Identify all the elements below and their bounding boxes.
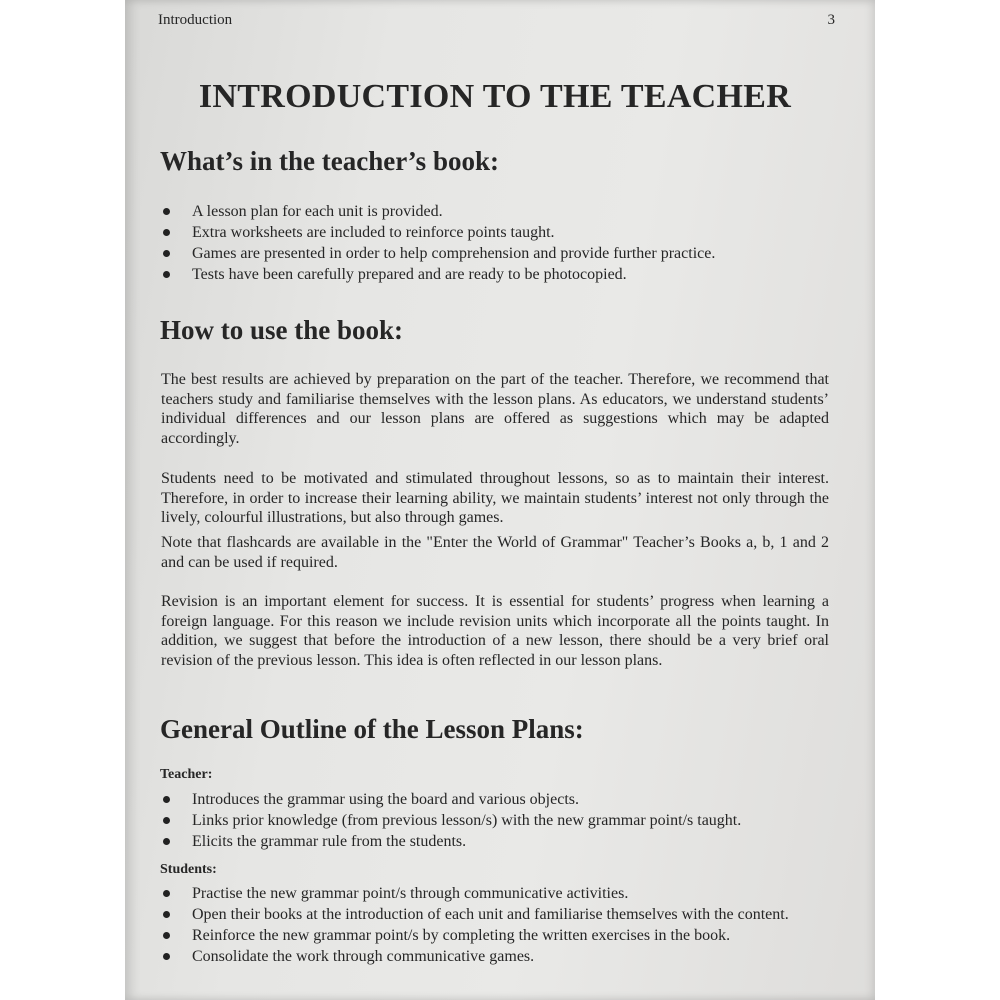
list-item: Elicits the grammar rule from the students. bbox=[160, 831, 840, 852]
whats-in-list bbox=[160, 201, 840, 285]
paragraph-preparation: The best results are achieved by preparation on the part of the teacher. Therefore, we recommend that teachers study and familiarise themselves with the lesson plans. As educators, we understand students’ individual differences and our lesson plans are offered as suggestions which may be adapted accordingly. bbox=[161, 371, 829, 447]
how-to-use-heading: How to use the book: bbox=[160, 315, 404, 345]
list-item: Games are presented in order to help comprehension and provide further practice. bbox=[160, 243, 840, 264]
whats-in-heading: What’s in the teacher’s book: bbox=[160, 146, 499, 176]
paragraph-revision: Revision is an important element for success. It is essential for students’ progress when learning a foreign language. For this reason we include revision units which incorporate all the points taught. In addition, we suggest that before the introduction of a new lesson, there should be a very brief oral revision of the previous lesson. This idea is often reflected in our lesson plans. bbox=[161, 593, 829, 669]
running-head: Introduction bbox=[158, 12, 233, 28]
list-item: Extra worksheets are included to reinforce points taught. bbox=[160, 222, 840, 243]
page-number: 3 bbox=[827, 12, 835, 28]
list-item: Consolidate the work through communicative games. bbox=[160, 946, 840, 967]
list-item: A lesson plan for each unit is provided. bbox=[160, 201, 840, 222]
students-label: Students: bbox=[160, 862, 217, 877]
list-item: Introduces the grammar using the board and various objects. bbox=[160, 789, 840, 810]
outline-heading: General Outline of the Lesson Plans: bbox=[160, 714, 584, 744]
paragraph-flashcards: Note that flashcards are available in the "Enter the World of Grammar" Teacher’s Books a, b, 1 and 2 and can be used if required. bbox=[161, 534, 829, 571]
list-item: Practise the new grammar point/s through communicative activities. bbox=[160, 883, 840, 904]
page-title: INTRODUCTION TO THE TEACHER bbox=[198, 78, 792, 115]
teacher-list bbox=[160, 789, 840, 852]
list-item: Open their books at the introduction of each unit and familiarise themselves with the content. bbox=[160, 904, 840, 925]
book-page bbox=[125, 0, 875, 1000]
teacher-label: Teacher: bbox=[160, 767, 213, 782]
paragraph-motivation: Students need to be motivated and stimulated throughout lessons, so as to maintain their interest. Therefore, in order to increase their learning ability, we maintain students’ interest not only through the lively, colourful illustrations, but also through games. bbox=[161, 470, 829, 526]
list-item: Reinforce the new grammar point/s by completing the written exercises in the book. bbox=[160, 925, 840, 946]
list-item: Tests have been carefully prepared and are ready to be photocopied. bbox=[160, 264, 840, 285]
students-list bbox=[160, 883, 840, 967]
list-item: Links prior knowledge (from previous lesson/s) with the new grammar point/s taught. bbox=[160, 810, 840, 831]
